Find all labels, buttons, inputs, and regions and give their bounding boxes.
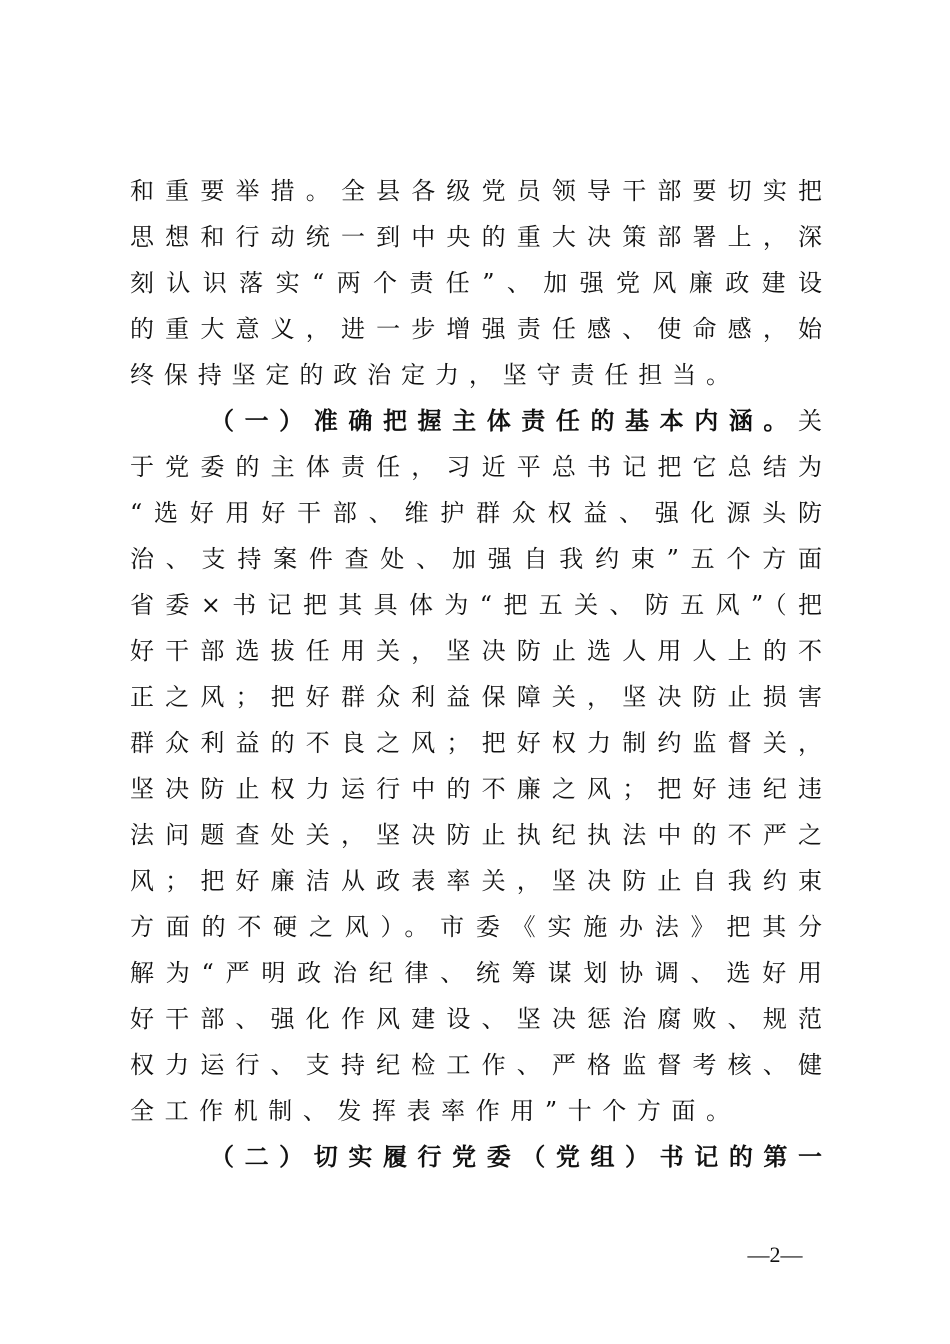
paragraph-line: 好干部、强化作风建设、坚决惩治腐败、规范	[130, 1005, 822, 1033]
paragraph-line: 于党委的主体责任，习近平总书记把它总结为	[130, 453, 822, 481]
paragraph-line: 省委×书记把其具体为“把五关、防五风”（把	[130, 591, 822, 619]
paragraph-line: 终保持坚定的政治定力，坚守责任担当。	[130, 361, 730, 389]
paragraph-line: “选好用好干部、维护群众权益、强化源头防	[130, 499, 822, 527]
page-number: —2—	[747, 1242, 803, 1267]
paragraph-line: 正之风；把好群众利益保障关，坚决防止损害	[130, 683, 822, 711]
section-heading-line	[210, 398, 822, 444]
paragraph-line: 全工作机制、发挥表率作用”十个方面。	[130, 1097, 730, 1125]
paragraph-line: 坚决防止权力运行中的不廉之风；把好违纪违	[130, 775, 822, 803]
paragraph-line: 风；把好廉洁从政表率关，坚决防止自我约束	[130, 867, 822, 895]
section-heading: （一）准确把握主体责任的基本内涵。	[210, 407, 798, 435]
paragraph-line: 治、支持案件查处、加强自我约束”五个方面	[130, 545, 822, 573]
section-heading-tail: 关	[798, 407, 822, 435]
paragraph-line: 的重大意义，进一步增强责任感、使命感，始	[130, 315, 822, 343]
section-heading: （二）切实履行党委（党组）书记的第一	[210, 1143, 822, 1171]
paragraph-line: 群众利益的不良之风；把好权力制约监督关，	[130, 729, 822, 757]
paragraph-line: 和重要举措。全县各级党员领导干部要切实把	[130, 177, 822, 205]
paragraph-line: 思想和行动统一到中央的重大决策部署上，深	[130, 223, 822, 251]
paragraph-line: 好干部选拔任用关，坚决防止选人用人上的不	[130, 637, 822, 665]
paragraph-line: 法问题查处关，坚决防止执纪执法中的不严之	[130, 821, 822, 849]
paragraph-line: 刻认识落实“两个责任”、加强党风廉政建设	[130, 269, 822, 297]
paragraph-line: 权力运行、支持纪检工作、严格监督考核、健	[130, 1051, 822, 1079]
paragraph-line: 方面的不硬之风）。市委《实施办法》把其分	[130, 913, 822, 941]
paragraph-line: 解为“严明政治纪律、统筹谋划协调、选好用	[130, 959, 822, 987]
